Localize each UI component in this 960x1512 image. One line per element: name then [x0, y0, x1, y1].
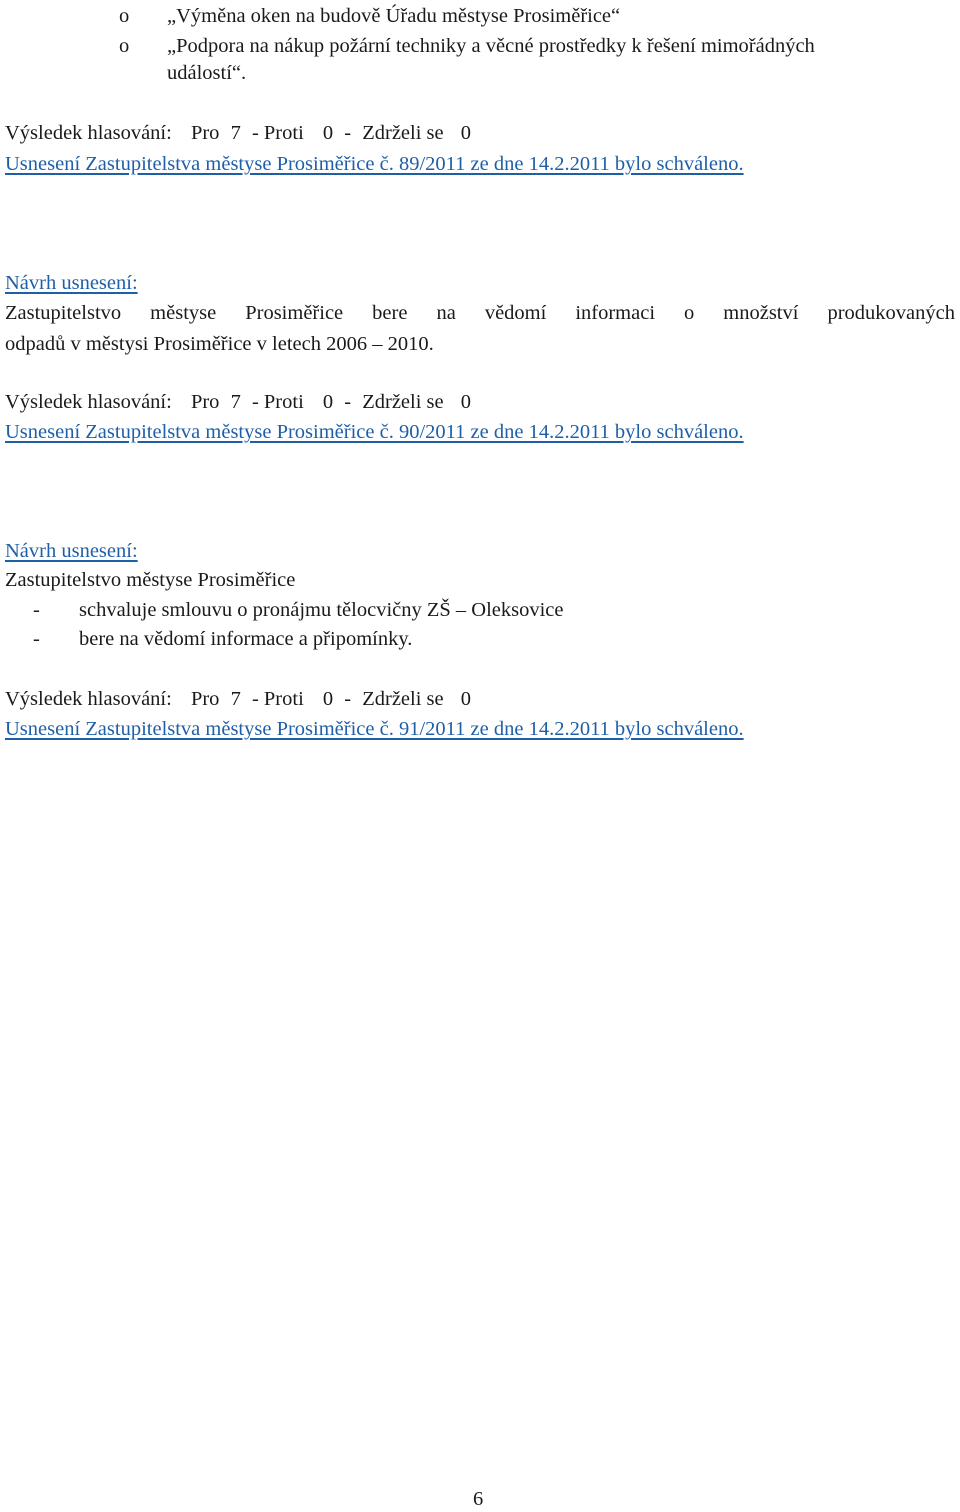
vote-dash: -: [344, 122, 352, 144]
vote-result-label: Výsledek hlasování:: [5, 688, 172, 710]
vote-result: [5, 120, 471, 146]
vote-proti-label: Proti: [263, 391, 304, 413]
resolution-link[interactable]: Usnesení Zastupitelstva městyse Prosiměřice č. 91/2011 ze dne 14.2.2011 bylo schváleno.: [5, 718, 744, 740]
vote-zdrzeli-label: Zdrželi se: [362, 391, 444, 413]
vote-zdrzeli-value: 0: [460, 122, 471, 144]
list-item-text: bere na vědomí informace a připomínky.: [79, 628, 413, 650]
vote-zdrzeli-label: Zdrželi se: [362, 688, 444, 710]
vote-zdrzeli-label: Zdrželi se: [362, 122, 444, 144]
vote-dash: -: [344, 688, 352, 710]
proposal-text-line: odpadů v městysi Prosiměřice v letech 2006 – 2010.: [5, 333, 434, 355]
vote-proti-value: 0: [322, 391, 334, 413]
vote-pro-value: 7: [230, 122, 241, 144]
vote-dash: -: [251, 391, 259, 413]
proposal-text-line: Zastupitelstvo městyse Prosiměřice bere na vědomí informaci o množství produkovaných: [5, 302, 955, 324]
vote-pro-label: Pro: [190, 391, 220, 413]
vote-pro-value: 7: [230, 688, 241, 710]
vote-dash: -: [251, 688, 259, 710]
list-marker: -: [33, 628, 40, 650]
list-item: [33, 597, 564, 623]
vote-result: [5, 686, 471, 712]
vote-pro-value: 7: [230, 391, 241, 413]
vote-result-label: Výsledek hlasování:: [5, 122, 172, 144]
list-item-text: „Podpora na nákup požární techniky a věcné prostředky k řešení mimořádných: [167, 35, 815, 57]
vote-pro-label: Pro: [190, 122, 220, 144]
page-number: 6: [473, 1488, 484, 1510]
vote-result-label: Výsledek hlasování:: [5, 391, 172, 413]
proposal-text-line: Zastupitelstvo městyse Prosiměřice: [5, 569, 296, 591]
vote-zdrzeli-value: 0: [460, 688, 471, 710]
vote-proti-value: 0: [322, 688, 334, 710]
vote-dash: -: [251, 122, 259, 144]
list-marker: o: [119, 5, 130, 27]
vote-result: [5, 389, 471, 415]
proposal-heading: Návrh usnesení:: [5, 540, 138, 562]
proposal-heading: Návrh usnesení:: [5, 272, 138, 294]
list-marker: -: [33, 599, 40, 621]
list-item-text: schvaluje smlouvu o pronájmu tělocvičny ZŠ – Oleksovice: [79, 599, 564, 621]
vote-proti-label: Proti: [263, 122, 304, 144]
list-item-text: „Výměna oken na budově Úřadu městyse Prosiměřice“: [167, 5, 621, 27]
resolution-link[interactable]: Usnesení Zastupitelstva městyse Prosiměřice č. 89/2011 ze dne 14.2.2011 bylo schváleno.: [5, 153, 744, 175]
list-marker: o: [119, 35, 130, 57]
vote-zdrzeli-value: 0: [460, 391, 471, 413]
list-item: [33, 626, 412, 652]
list-item: [119, 33, 815, 59]
vote-pro-label: Pro: [190, 688, 220, 710]
vote-proti-value: 0: [322, 122, 334, 144]
vote-dash: -: [344, 391, 352, 413]
vote-proti-label: Proti: [263, 688, 304, 710]
list-item: [119, 3, 620, 29]
list-item-continuation: událostí“.: [167, 62, 247, 84]
resolution-link[interactable]: Usnesení Zastupitelstva městyse Prosiměřice č. 90/2011 ze dne 14.2.2011 bylo schváleno.: [5, 421, 744, 443]
